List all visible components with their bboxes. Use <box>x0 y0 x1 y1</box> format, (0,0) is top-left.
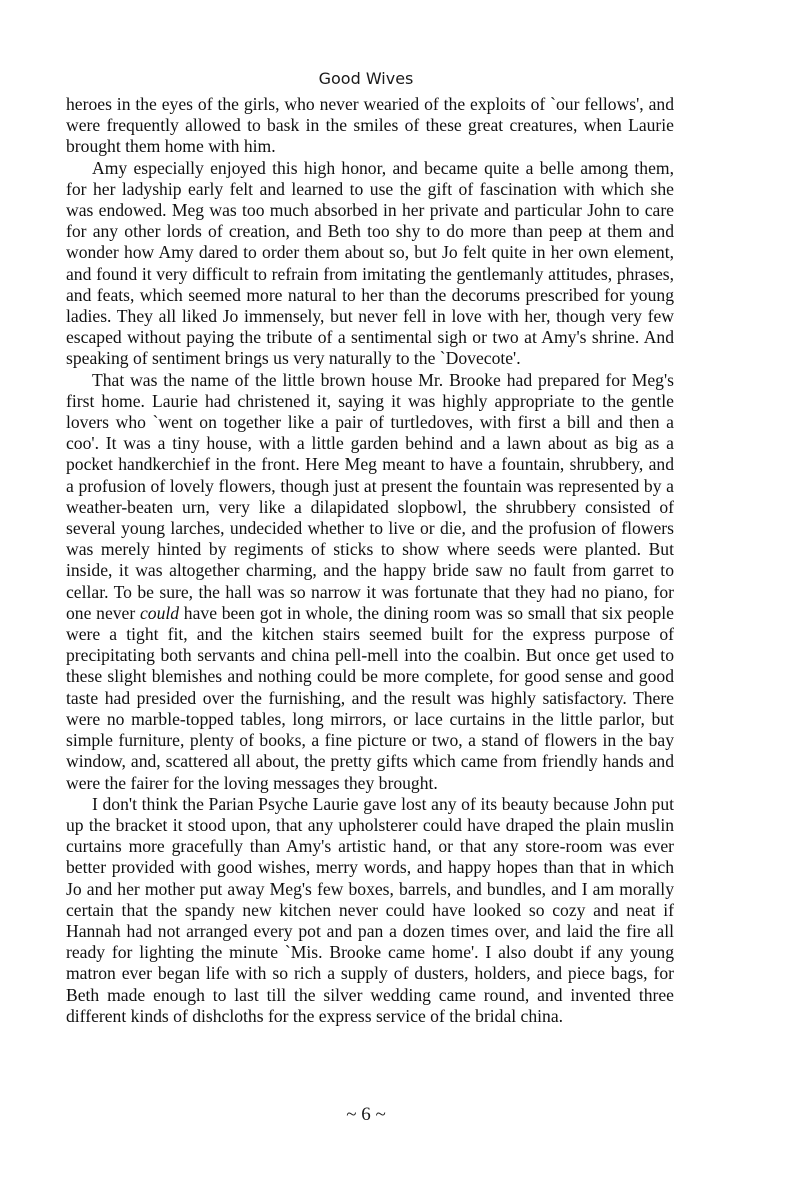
paragraph-3-part-2: have been got in whole, the dining room was so small that six people were a tight fit, and the kitchen stairs seemed built for the express purpose of precipitating both servants and china pell-mell into the coalbin. But once get used to these slight blemishes and nothing could be more complete, for good sense and good taste had presided over the furnishing, and the result was highly satisfactory. There were no marble-topped tables, long mirrors, or lace curtains in the little parlor, but simple furniture, plenty of books, a fine picture or two, a stand of flowers in the bay window, and, scattered all about, the pretty gifts which came from friendly hands and were the fairer for the loving messages they brought. <box>66 602 674 793</box>
paragraph-4: I don't think the Parian Psyche Laurie gave lost any of its beauty because John put up the bracket it stood upon, that any upholsterer could have draped the plain muslin curtains more gracefully than Amy's artistic hand, or that any store-room was ever better provided with good wishes, merry words, and happy hopes than that in which Jo and her mother put away Meg's few boxes, barrels, and bundles, and I am morally certain that the spandy new kitchen never could have looked so cozy and neat if Hannah had not arranged every pot and pan a dozen times over, and laid the fire all ready for lighting the minute `Mis. Brooke came home'. I also doubt if any young matron ever began life with so rich a supply of dusters, holders, and piece bags, for Beth made enough to last till the silver wedding came round, and invented three different kinds of dishcloths for the express service of the bridal china. <box>66 793 674 1026</box>
italic-emphasis: could <box>139 602 180 623</box>
paragraph-3 <box>66 370 674 794</box>
body-text <box>66 94 674 1027</box>
paragraph-2: Amy especially enjoyed this high honor, and became quite a belle among them, for her ladyship early felt and learned to use the gift of fascination with which she was endowed. Meg was too much absorbed in her private and particular John to care for any other lords of creation, and Beth too shy to do more than peep at them and wonder how Amy dared to order them about so, but Jo felt quite in her own element, and found it very difficult to refrain from imitating the gentlemanly attitudes, phrases, and feats, which seemed more natural to her than the decorums prescribed for young ladies. They all liked Jo immensely, but never fell in love with her, though very few escaped without paying the tribute of a sentimental sigh or two at Amy's shrine. And speaking of sentiment brings us very naturally to the `Dovecote'. <box>66 157 674 369</box>
page-number: ~ 6 ~ <box>346 1104 386 1125</box>
running-title: Good Wives <box>318 69 414 88</box>
paragraph-3-part-1: That was the name of the little brown house Mr. Brooke had prepared for Meg's first home. Laurie had christened it, saying it was highly appropriate to the gentle lovers who `went on together like a pair of turtledoves, with first a bill and then a coo'. It was a tiny house, with a little garden behind and a lawn about as big as a pocket handkerchief in the front. Here Meg meant to have a fountain, shrubbery, and a profusion of lovely flowers, though just at present the fountain was represented by a weather-beaten urn, very like a dilapidated slopbowl, the shrubbery consisted of several young larches, undecided whether to live or die, and the profusion of flowers was merely hinted by regiments of sticks to show where seeds were planted. But inside, it was altogether charming, and the happy bride saw no fault from garret to cellar. To be sure, the hall was so narrow it was fortunate that they had no piano, for one never <box>66 369 674 623</box>
paragraph-1: heroes in the eyes of the girls, who never wearied of the exploits of `our fellows', and were frequently allowed to bask in the smiles of these great creatures, when Laurie brought them home with him. <box>66 94 674 157</box>
